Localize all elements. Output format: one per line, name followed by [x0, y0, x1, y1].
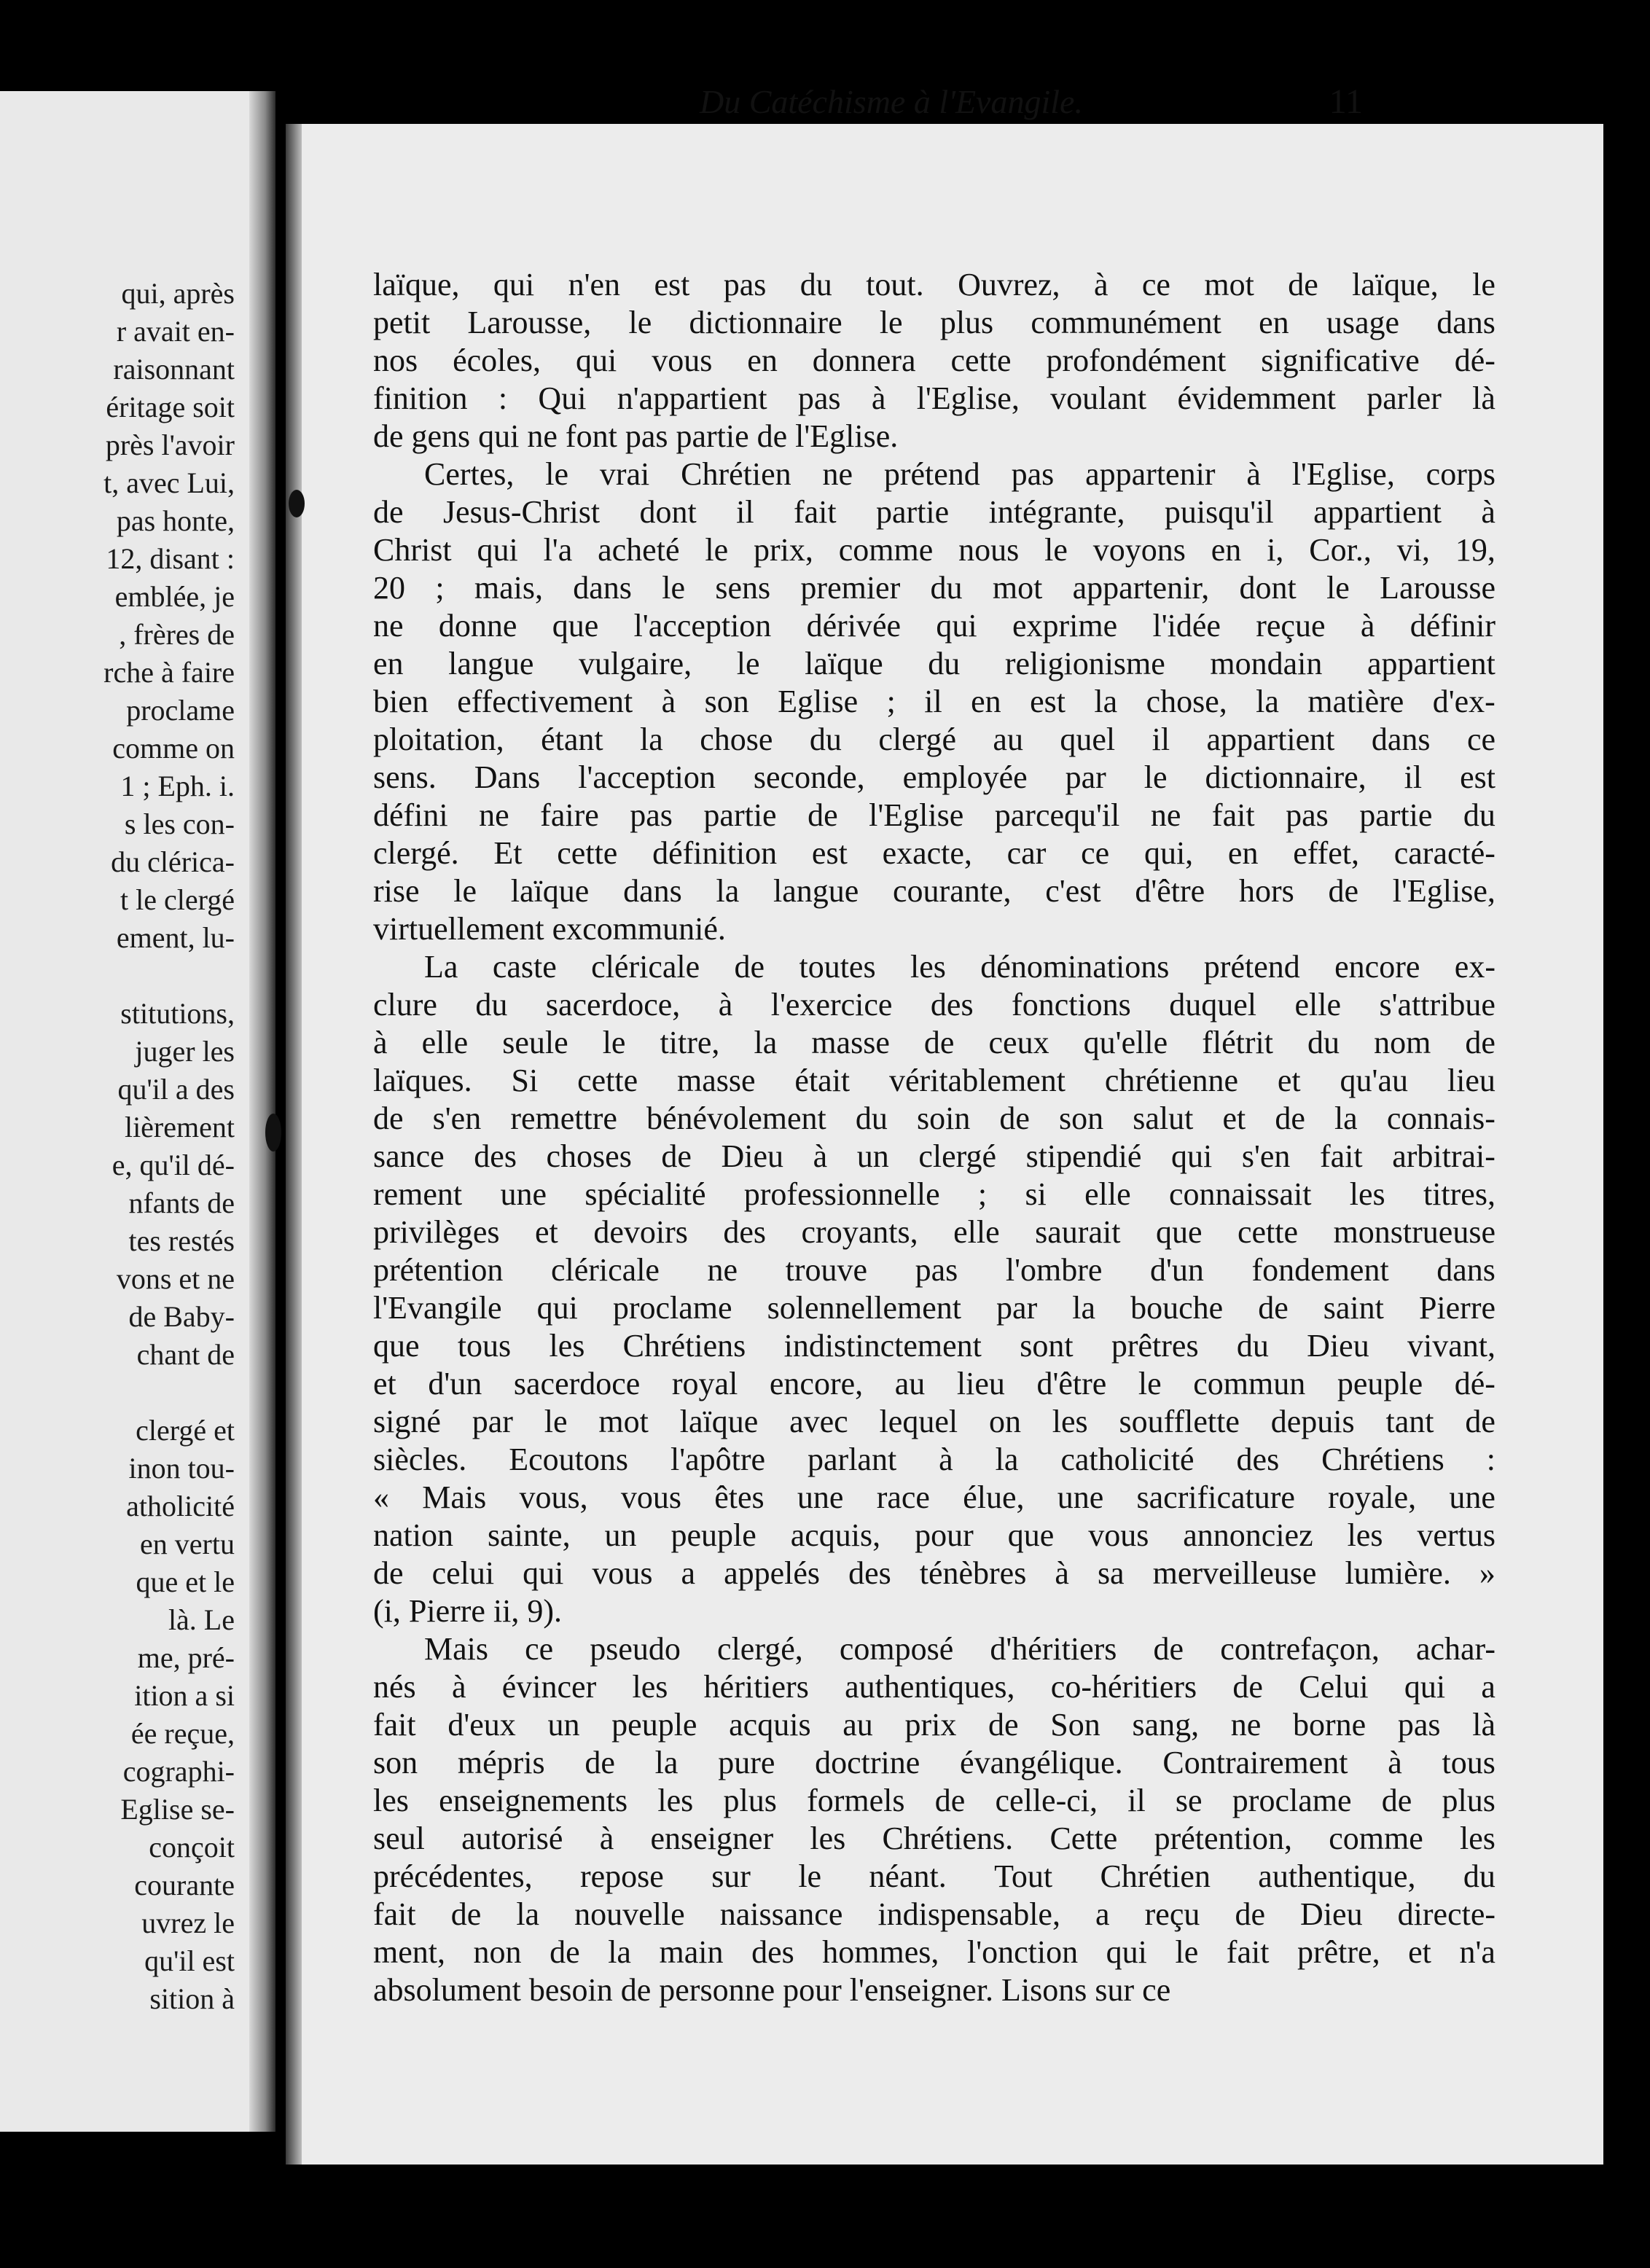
text-line: précédentes, repose sur le néant. Tout Chrétien authentique, du — [373, 1858, 1495, 1894]
left-page-line: éritage soit — [106, 391, 235, 423]
text-line: nos écoles, qui vous en donnera cette profondément significative dé- — [373, 343, 1495, 378]
left-page-line: sition à — [149, 1982, 235, 2015]
left-page-line: proclame — [126, 694, 235, 727]
left-page-line: r avait en- — [116, 315, 235, 348]
left-page-line: 12, disant : — [106, 542, 235, 575]
left-page-line: près l'avoir — [105, 429, 235, 461]
left-page-line: pas honte, — [116, 504, 235, 537]
text-line: rement une spécialité professionnelle ; si elle connaissait les titres, — [373, 1176, 1495, 1212]
left-page-line: atholicité — [126, 1490, 235, 1522]
left-page-line: Eglise se- — [120, 1793, 235, 1826]
text-line: fait d'eux un peuple acquis au prix de Son sang, ne borne pas là — [373, 1707, 1495, 1743]
left-page-line: là. Le — [168, 1603, 235, 1636]
text-line: de celui qui vous a appelés des ténèbres à sa merveilleuse lumière. » — [373, 1555, 1495, 1591]
left-page-line: e, qu'il dé- — [112, 1149, 235, 1181]
left-page-line: du clérica- — [111, 845, 235, 878]
text-line: laïques. Si cette masse était véritablement chrétienne et qu'au lieu — [373, 1063, 1495, 1098]
left-page-line: de Baby- — [128, 1300, 235, 1333]
left-page-line: que et le — [136, 1565, 235, 1598]
page-number: 11 — [1329, 82, 1363, 121]
left-page-line: tes restés — [128, 1224, 235, 1257]
text-line: bien effectivement à son Eglise ; il en est la chose, la matière d'ex- — [373, 684, 1495, 719]
text-line: (i, Pierre ii, 9). — [373, 1593, 563, 1629]
left-page-line: uvrez le — [141, 1907, 235, 1939]
text-line: sens. Dans l'acception seconde, employée par le dictionnaire, il est — [373, 759, 1495, 795]
text-line: seul autorisé à enseigner les Chrétiens. Cette prétention, comme les — [373, 1821, 1495, 1856]
text-line: son mépris de la pure doctrine évangélique. Contrairement à tous — [373, 1745, 1495, 1780]
left-page-line: raisonnant — [113, 353, 235, 386]
text-line: Mais ce pseudo clergé, composé d'héritiers de contrefaçon, achar- — [424, 1631, 1495, 1667]
left-page-line: s les con- — [124, 808, 235, 840]
left-page-line: courante — [134, 1869, 235, 1901]
right-page — [286, 124, 1603, 2165]
text-line: de s'en remettre bénévolement du soin de son salut et de la connais- — [373, 1100, 1495, 1136]
left-page-line: t le clergé — [120, 883, 235, 916]
text-line: privilèges et devoirs des croyants, elle saurait que cette monstrueuse — [373, 1214, 1495, 1250]
left-page-line: qu'il est — [144, 1944, 235, 1977]
text-line: que tous les Chrétiens indistinctement sont prêtres du Dieu vivant, — [373, 1328, 1495, 1364]
left-page-line: inon tou- — [128, 1452, 235, 1485]
text-line: petit Larousse, le dictionnaire le plus communément en usage dans — [373, 305, 1495, 340]
left-page-text — [1, 275, 235, 2018]
text-line: en langue vulgaire, le laïque du religionisme mondain appartient — [373, 646, 1495, 681]
text-line: « Mais vous, vous êtes une race élue, une sacrificature royale, une — [373, 1479, 1495, 1515]
left-page-line: t, avec Lui, — [103, 466, 235, 499]
left-page-line: 1 ; Eph. i. — [120, 770, 235, 802]
text-line: rise le laïque dans la langue courante, c'est d'être hors de l'Eglise, — [373, 873, 1495, 909]
left-page-line: emblée, je — [114, 580, 235, 613]
left-page-line — [1, 1374, 235, 1412]
left-page-line: ement, lu- — [116, 921, 235, 954]
text-line: à elle seule le titre, la masse de ceux qu'elle flétrit du nom de — [373, 1025, 1495, 1060]
left-page-line: stitutions, — [120, 997, 235, 1030]
left-page — [0, 91, 275, 2132]
running-head — [284, 82, 1363, 122]
text-line: fait de la nouvelle naissance indispensable, a reçu de Dieu directe- — [373, 1896, 1495, 1932]
left-page-line: clergé et — [136, 1414, 235, 1447]
text-line: virtuellement excommunié. — [373, 911, 726, 947]
left-page-line: qu'il a des — [117, 1073, 235, 1106]
left-page-line: rche à faire — [103, 656, 235, 689]
book-gutter — [249, 91, 275, 2132]
text-line: ne donne que l'acception dérivée qui exprime l'idée reçue à définir — [373, 608, 1495, 644]
left-page-line: comme on — [112, 732, 235, 765]
left-page-line: vons et ne — [116, 1262, 235, 1295]
body-text — [373, 266, 1495, 2009]
text-line: sance des choses de Dieu à un clergé stipendié qui s'en fait arbitrai- — [373, 1138, 1495, 1174]
text-line: clergé. Et cette définition est exacte, car ce qui, en effet, caracté- — [373, 835, 1495, 871]
text-line: Christ qui l'a acheté le prix, comme nous le voyons en i, Cor., vi, 19, — [373, 532, 1495, 568]
text-line: laïque, qui n'en est pas du tout. Ouvrez, à ce mot de laïque, le — [373, 267, 1495, 302]
text-line: et d'un sacerdoce royal encore, au lieu d'être le commun peuple dé- — [373, 1366, 1495, 1401]
left-page-line: lièrement — [124, 1111, 235, 1143]
running-head-title: Du Catéchisme à l'Evangile. — [700, 83, 1083, 120]
text-line: finition : Qui n'appartient pas à l'Eglise, voulant évidemment parler là — [373, 380, 1495, 416]
text-line: signé par le mot laïque avec lequel on les soufflette depuis tant de — [373, 1404, 1495, 1439]
text-line: 20 ; mais, dans le sens premier du mot appartenir, dont le Larousse — [373, 570, 1495, 606]
left-page-line: conçoit — [149, 1831, 235, 1864]
text-line: clure du sacerdoce, à l'exercice des fonctions duquel elle s'attribue — [373, 987, 1495, 1022]
text-line: nation sainte, un peuple acquis, pour que vous annonciez les vertus — [373, 1517, 1495, 1553]
text-line: de Jesus-Christ dont il fait partie intégrante, puisqu'il appartient à — [373, 494, 1495, 530]
left-page-line: qui, après — [121, 277, 235, 310]
text-line: l'Evangile qui proclame solennellement par la bouche de saint Pierre — [373, 1290, 1495, 1326]
left-page-line: me, pré- — [137, 1641, 235, 1674]
left-page-line: en vertu — [140, 1528, 235, 1560]
text-line: Certes, le vrai Chrétien ne prétend pas appartenir à l'Eglise, corps — [424, 456, 1495, 492]
left-page-line: chant de — [136, 1338, 235, 1371]
binding-hole — [289, 490, 305, 517]
left-page-line — [1, 957, 235, 995]
text-line: absolument besoin de personne pour l'enseigner. Lisons sur ce — [373, 1972, 1171, 2008]
left-page-line: juger les — [135, 1035, 235, 1068]
left-page-line: nfants de — [128, 1186, 235, 1219]
text-line: ploitation, étant la chose du clergé au quel il appartient dans ce — [373, 722, 1495, 757]
text-line: La caste cléricale de toutes les dénominations prétend encore ex- — [424, 949, 1495, 985]
text-line: prétention cléricale ne trouve pas l'ombre d'un fondement dans — [373, 1252, 1495, 1288]
left-page-line: , frères de — [119, 618, 235, 651]
left-page-line: ition a si — [134, 1679, 235, 1712]
text-line: de gens qui ne font pas partie de l'Eglise. — [373, 418, 899, 454]
binding-hole — [265, 1114, 281, 1151]
text-line: ment, non de la main des hommes, l'onction qui le fait prêtre, et n'a — [373, 1934, 1495, 1970]
page-edge — [286, 124, 302, 2165]
text-line: défini ne faire pas partie de l'Eglise parcequ'il ne fait pas partie du — [373, 797, 1495, 833]
left-page-line: cographi- — [122, 1755, 235, 1788]
text-line: siècles. Ecoutons l'apôtre parlant à la catholicité des Chrétiens : — [373, 1442, 1495, 1477]
text-line: nés à évincer les héritiers authentiques, co-héritiers de Celui qui a — [373, 1669, 1495, 1705]
left-page-line: ée reçue, — [130, 1717, 235, 1750]
text-line: les enseignements les plus formels de celle-ci, il se proclame de plus — [373, 1783, 1495, 1818]
